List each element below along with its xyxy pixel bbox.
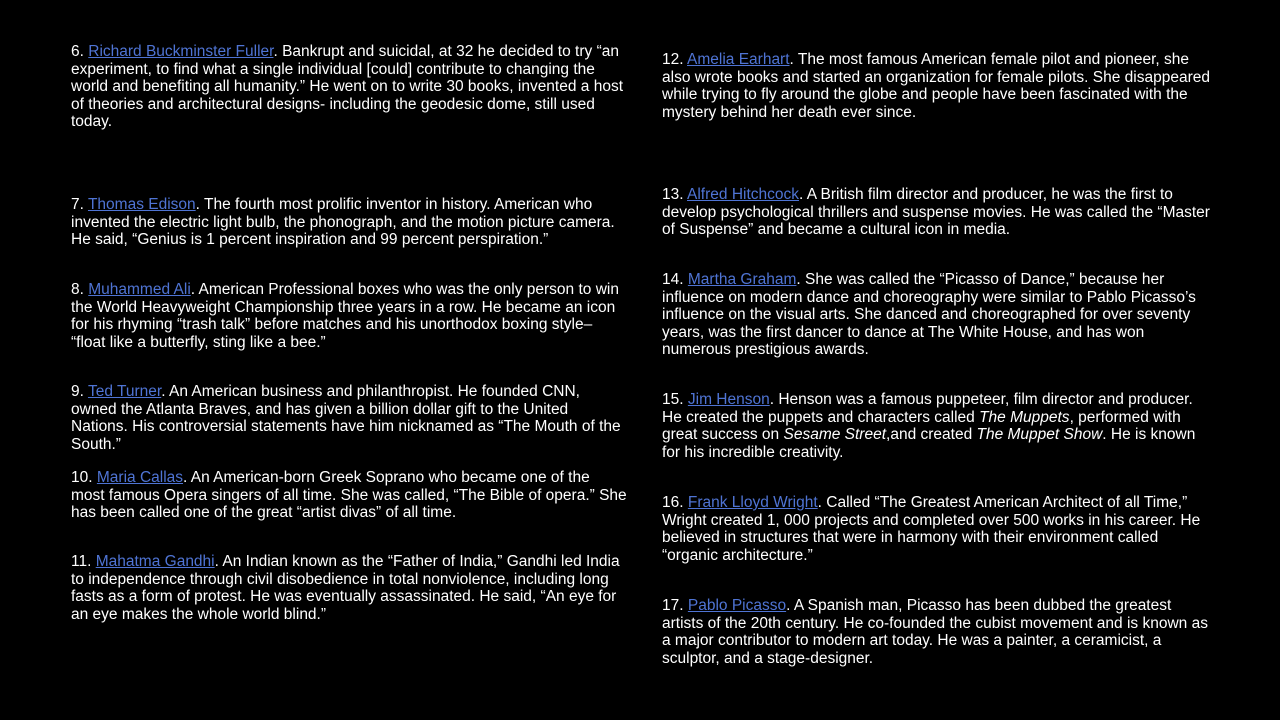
item-description: . An American-born Greek Soprano who became one of the most famous Opera singers of all time. She was called, “The Bible of opera.” She has been called one of the great “artist divas” of all time. (71, 469, 627, 522)
item-description: . The most famous American female pilot and pioneer, she also wrote books and started an organization for female pilots. She disappeared while trying to fly around the globe and people have been fascinated with the mystery behind her death ever since. (662, 51, 1211, 121)
item-number: 8. (71, 281, 84, 298)
item-number: 14. (662, 271, 684, 288)
person-link[interactable]: Amelia Earhart (687, 51, 790, 68)
list-item (662, 51, 1214, 121)
person-link[interactable]: Thomas Edison (87, 196, 196, 213)
list-item (71, 281, 627, 351)
person-link[interactable]: Pablo Picasso (687, 597, 787, 614)
item-description: , performed with great success on (662, 408, 1181, 444)
item-description: . American Professional boxes who was the only person to win the World Heavyweight Championship three years in a row. He became an icon for his rhyming “trash talk” before matches and his unorthodox boxing style– “float like a butterfly, sting like a bee.” (71, 281, 619, 351)
item-number: 16. (662, 494, 684, 511)
item-number: 13. (662, 186, 684, 203)
list-item (662, 186, 1214, 239)
item-number: 10. (71, 469, 93, 486)
list-item (662, 494, 1214, 564)
item-description: . She was called the “Picasso of Dance,” because her influence on modern dance and choreography were similar to Pablo Picasso’s influence on the visual arts. She danced and choreographed for over seventy years, was the first dancer to dance at The White House, and has won numerous prestigious awards. (662, 271, 1196, 359)
person-link[interactable]: Frank Lloyd Wright (687, 494, 818, 511)
item-description: . Called “The Greatest American Architect of all Time,” Wright created 1, 000 projects and completed over 500 works in his career. He believed in structures that were in harmony with their environment called “organic architecture.” (662, 494, 1201, 564)
item-description: . A Spanish man, Picasso has been dubbed the greatest artists of the 20th century. He co-founded the cubist movement and is known as a major contributor to modern art today. He was a painter, a ceramicist, a sculptor, and a stage-designer. (662, 597, 1208, 667)
list-item (71, 469, 627, 522)
item-description: . An Indian known as the “Father of India,” Gandhi led India to independence through civil disobedience in total nonviolence, including long fasts as a form of protest. He was eventually assassinated. He said, “An eye for an eye makes the whole world blind.” (71, 553, 620, 623)
list-item (71, 553, 627, 623)
item-description: . The fourth most prolific inventor in history. American who invented the electric light bulb, the phonograph, and the motion picture camera. He said, “Genius is 1 percent inspiration and 99 percent perspiration.” (71, 196, 615, 249)
item-description: . A British film director and producer, he was the first to develop psychological thrillers and suspense movies. He was called the “Master of Suspense” and became a cultural icon in media. (662, 186, 1210, 239)
italic-title: Sesame Street (783, 426, 887, 444)
list-item (71, 196, 627, 249)
italic-title: The Muppet Show (976, 426, 1103, 444)
item-number: 15. (662, 391, 684, 408)
list-item (71, 383, 627, 453)
item-number: 6. (71, 43, 84, 60)
list-item (662, 271, 1214, 359)
list-item (662, 391, 1214, 461)
list-item (662, 597, 1214, 667)
italic-title: The Muppets (979, 408, 1070, 426)
person-link[interactable]: Ted Turner (87, 383, 162, 400)
item-number: 17. (662, 597, 684, 614)
person-link[interactable]: Martha Graham (687, 271, 797, 288)
item-description: . Bankrupt and suicidal, at 32 he decided to try “an experiment, to find what a single individual [could] contribute to changing the world and benefiting all humanity.” He went on to write 30 books, invented a host of theories and architectural designs- including the geodesic dome, still used today. (71, 43, 624, 131)
person-link[interactable]: Maria Callas (96, 469, 184, 486)
person-link[interactable]: Richard Buckminster Fuller (88, 43, 274, 60)
person-link[interactable]: Alfred Hitchcock (687, 186, 799, 203)
person-link[interactable]: Jim Henson (687, 391, 770, 408)
item-number: 7. (71, 196, 84, 213)
item-number: 12. (662, 51, 684, 68)
person-link[interactable]: Muhammed Ali (88, 281, 191, 298)
item-number: 11. (71, 553, 92, 570)
item-description: . An American business and philanthropist. He founded CNN, owned the Atlanta Braves, and has given a billion dollar gift to the United Nations. His controversial statements have him nicknamed as “The Mouth of the South.” (71, 383, 621, 453)
item-description: . He is known for his incredible creativity. (662, 426, 1196, 461)
item-description: . Henson was a famous puppeteer, film director and producer. He created the puppets and characters called (662, 391, 1193, 426)
item-description: ,and created (886, 426, 977, 444)
person-link[interactable]: Mahatma Gandhi (95, 553, 215, 570)
list-item (71, 43, 627, 131)
item-number: 9. (71, 383, 84, 400)
